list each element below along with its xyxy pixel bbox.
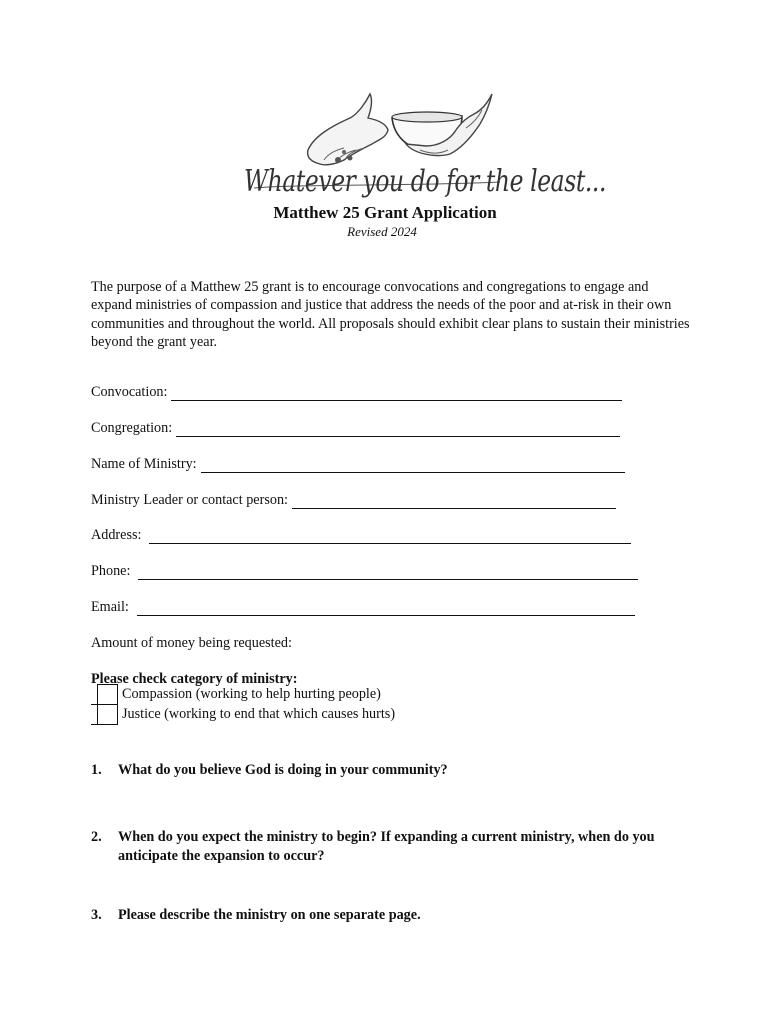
question-text: When do you expect the ministry to begin? If expanding a current ministry, when do you anticipate the expansion to occur? — [118, 829, 655, 864]
phone-field[interactable] — [91, 563, 638, 580]
congregation-input-line[interactable] — [176, 422, 620, 437]
logo — [240, 88, 607, 208]
address-label: Address: — [91, 527, 142, 543]
email-label: Email: — [91, 599, 129, 615]
justice-label: Justice (working to end that which causes hurts) — [122, 705, 396, 722]
justice-checkbox[interactable] — [97, 704, 118, 725]
leader-field[interactable] — [91, 492, 616, 509]
compassion-label: Compassion (working to help hurting people) — [122, 685, 381, 702]
phone-label: Phone: — [91, 563, 131, 579]
category-option-justice[interactable] — [91, 704, 395, 725]
ministry-name-input-line[interactable] — [201, 458, 625, 473]
question-number: 1. — [91, 762, 102, 778]
logo-script-text: Whatever you do for the least... — [244, 164, 607, 199]
question-2 — [91, 828, 691, 868]
leader-label: Ministry Leader or contact person: — [91, 492, 288, 508]
ministry-name-label: Name of Ministry: — [91, 456, 197, 472]
amount-requested-label: Amount of money being requested: — [91, 635, 292, 651]
address-field[interactable] — [91, 527, 631, 544]
email-input-line[interactable] — [137, 601, 635, 616]
convocation-field[interactable] — [91, 384, 622, 401]
address-input-line[interactable] — [149, 529, 631, 544]
question-text: Please describe the ministry on one separate page. — [118, 907, 421, 923]
question-text: What do you believe God is doing in your community? — [118, 762, 448, 778]
ministry-name-field[interactable] — [91, 456, 625, 473]
convocation-input-line[interactable] — [171, 386, 622, 401]
phone-input-line[interactable] — [138, 565, 638, 580]
leader-input-line[interactable] — [292, 494, 616, 509]
question-1 — [91, 761, 691, 781]
category-heading: Please check category of ministry: — [91, 671, 298, 687]
revision-note: Revised 2024 — [347, 224, 417, 239]
compassion-checkbox[interactable] — [97, 684, 118, 705]
intro-paragraph: The purpose of a Matthew 25 grant is to encourage convocations and congregations to engage and expand ministries of compassion and justice that address the needs of the poor and at-risk in their own communities and throughout the world. All proposals should exhibit clear plans to sustain their ministries beyond the grant year. — [91, 279, 690, 351]
convocation-label: Convocation: — [91, 384, 168, 400]
question-number: 3. — [91, 907, 102, 923]
question-3 — [91, 906, 691, 926]
congregation-label: Congregation: — [91, 420, 173, 436]
congregation-field[interactable] — [91, 420, 620, 437]
category-option-compassion[interactable] — [91, 684, 381, 705]
email-field[interactable] — [91, 599, 635, 616]
page-title: Matthew 25 Grant Application — [273, 203, 497, 222]
question-number: 2. — [91, 829, 102, 845]
